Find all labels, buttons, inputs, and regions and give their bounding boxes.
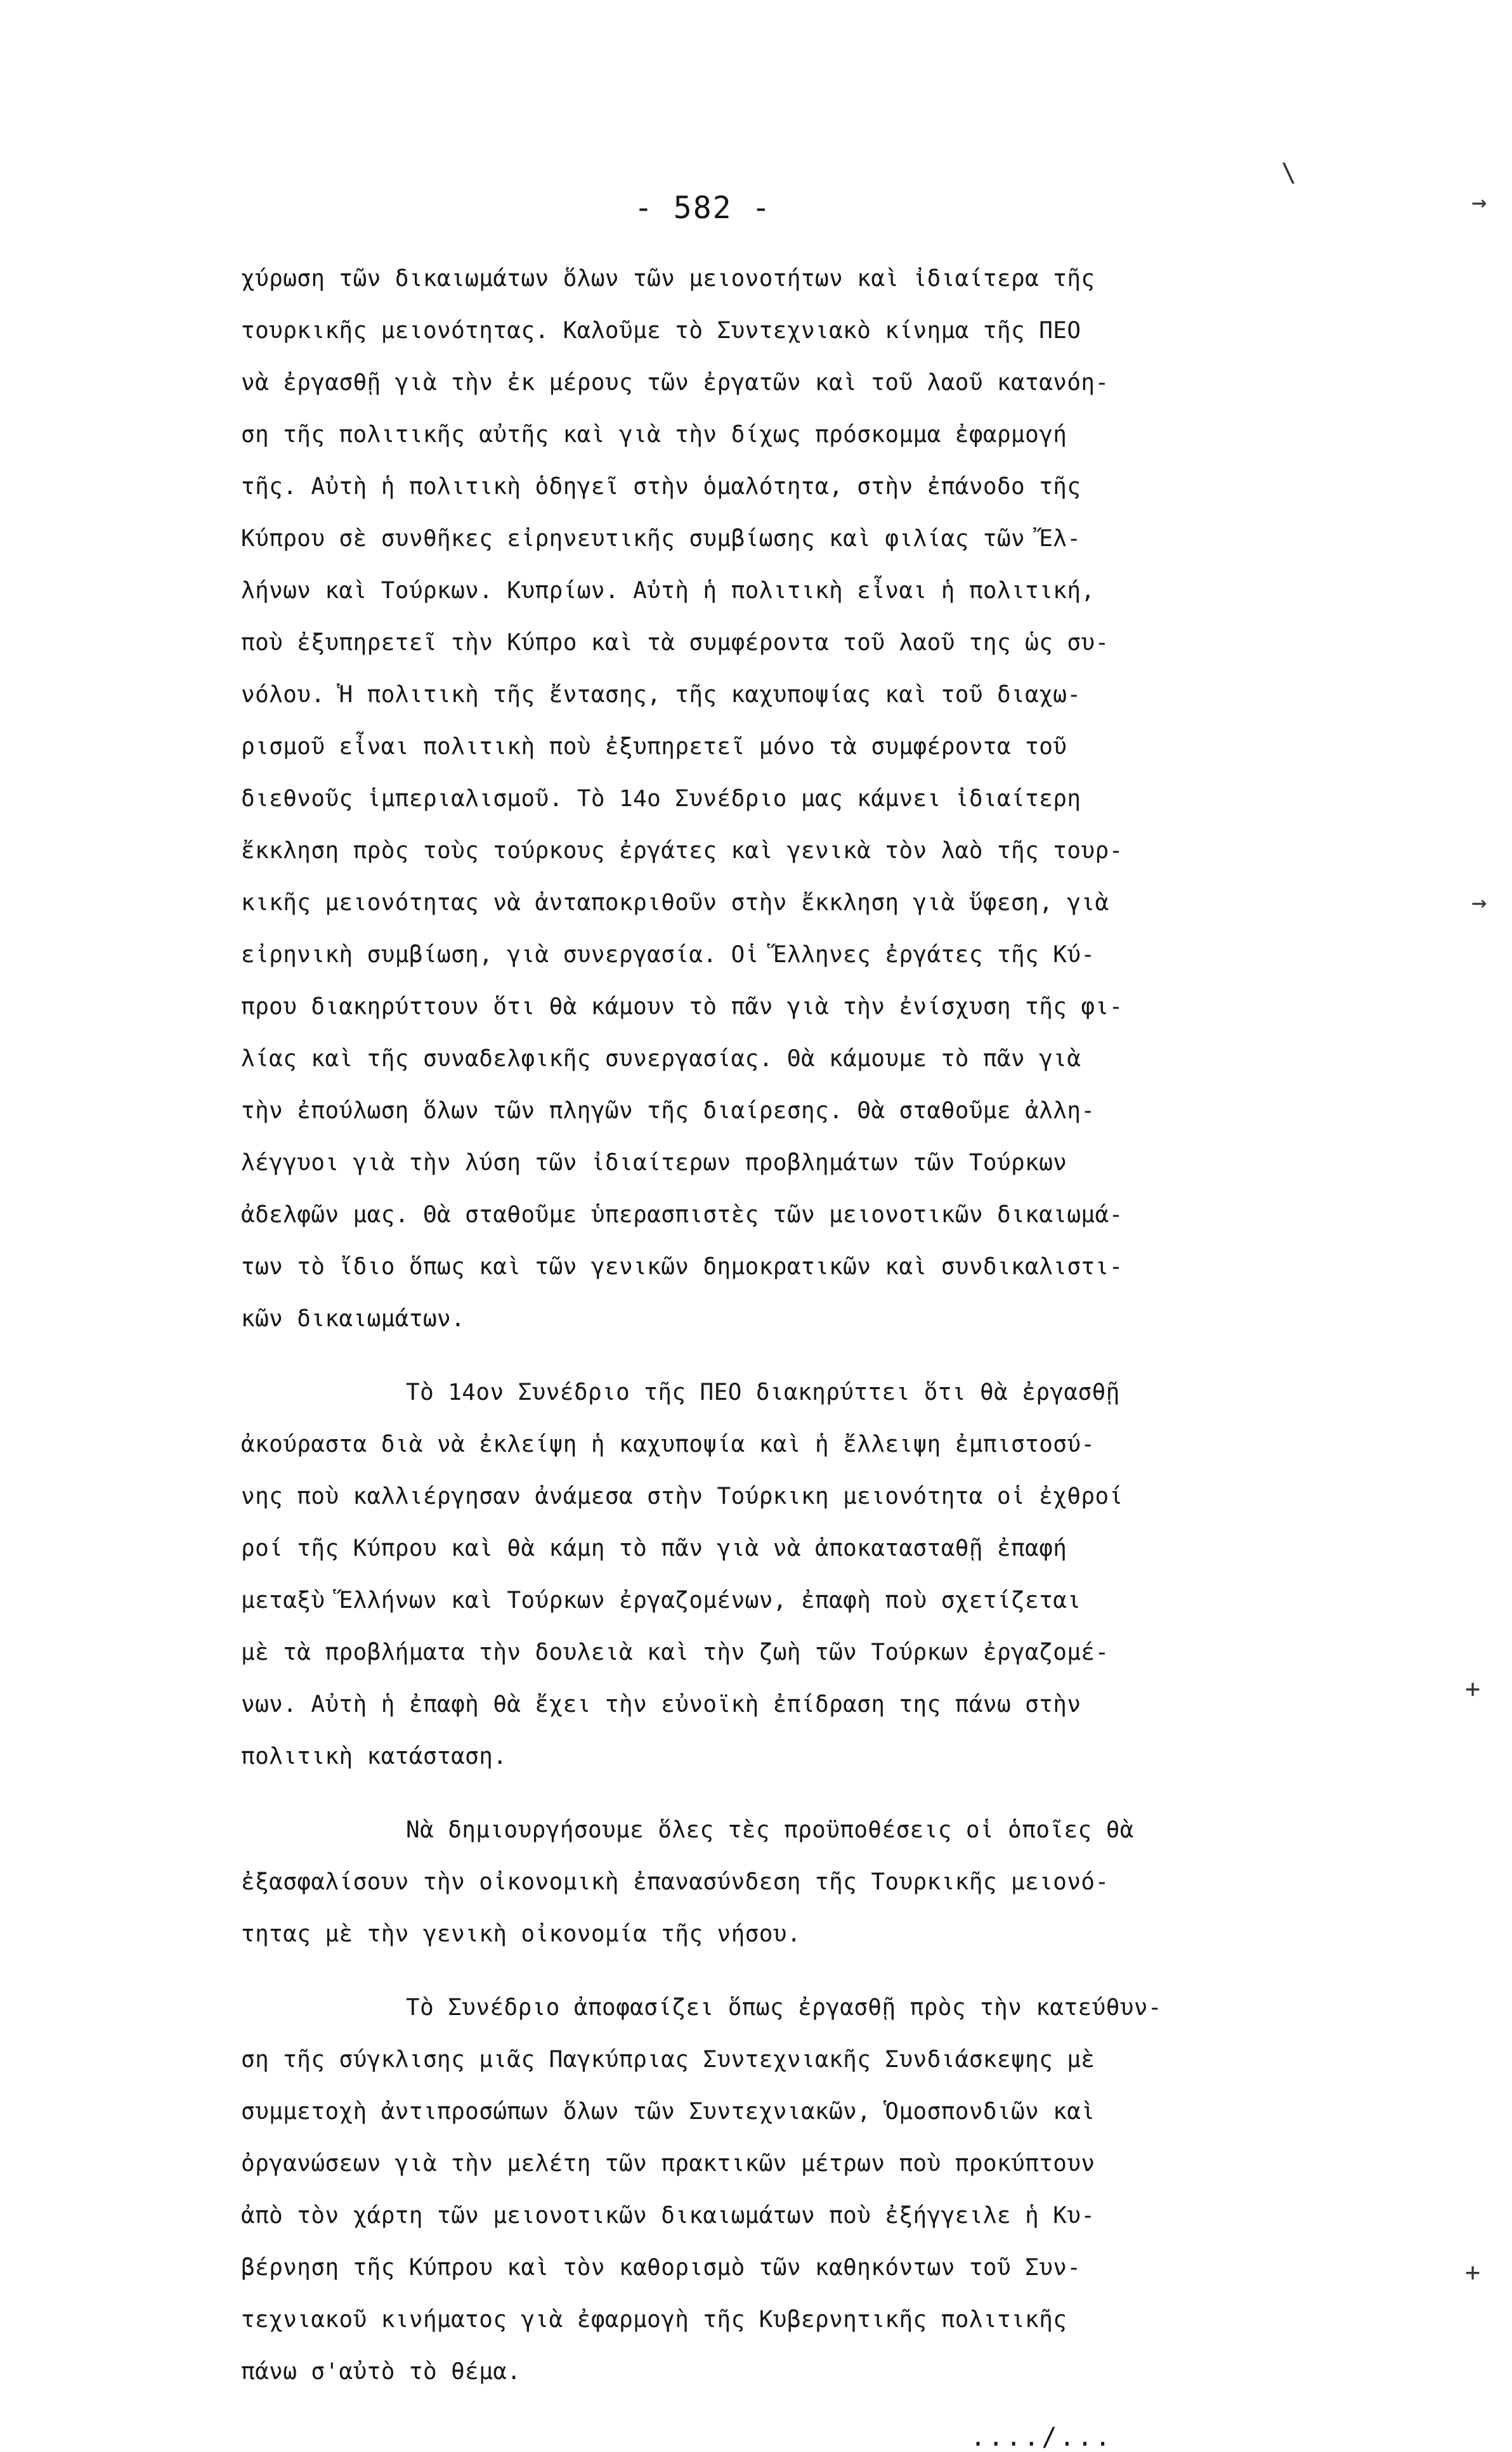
text-line: ποὺ ἐξυπηρετεῖ τὴν Κύπρο καὶ τὰ συμφέροντα τοῦ λαοῦ της ὡς συ- <box>241 630 1109 656</box>
text-line: τὴν ἐπούλωση ὅλων τῶν πληγῶν τῆς διαίρεσης. Θὰ σταθοῦμε ἀλλη- <box>241 1098 1095 1124</box>
text-line: τεχνιακοῦ κινήματος γιὰ ἐφαρμογὴ τῆς Κυβερνητικῆς πολιτικῆς <box>241 2307 1067 2333</box>
text-line: βέρνηση τῆς Κύπρου καὶ τὸν καθορισμὸ τῶν καθηκόντων τοῦ Συν- <box>241 2255 1081 2281</box>
continuation-marker: ..../... <box>970 2423 1113 2452</box>
text-line: εἰρηνικὴ συμβίωση, γιὰ συνεργασία. Οἱ Ἕλληνες ἐργάτες τῆς Κύ- <box>241 942 1095 968</box>
text-line: ση τῆς πολιτικῆς αὐτῆς καὶ γιὰ τὴν δίχως πρόσκομμα ἐφαρμογή <box>241 422 1067 448</box>
text-line: ση τῆς σύγκλισης μιᾶς Παγκύπριας Συντεχνιακῆς Συνδιάσκεψης μὲ <box>241 2047 1095 2073</box>
text-line: διεθνοῦς ἱμπεριαλισμοῦ. Τὸ 14ο Συνέδριο μας κάμνει ἰδιαίτερη <box>241 786 1081 812</box>
text-line: πολιτικὴ κατάσταση. <box>241 1744 507 1770</box>
corner-mark: \ <box>1281 159 1297 188</box>
page-number: - 582 - <box>634 190 772 226</box>
text-line: λήνων καὶ Τούρκων. Κυπρίων. Αὐτὴ ἡ πολιτικὴ εἶναι ἡ πολιτική, <box>241 578 1095 604</box>
text-line: των τὸ ἴδιο ὅπως καὶ τῶν γενικῶν δημοκρατικῶν καὶ συνδικαλιστι- <box>241 1254 1123 1280</box>
text-line: νης ποὺ καλλιέργησαν ἀνάμεσα στὴν Τούρκικη μειονότητα οἱ ἐχθροί <box>241 1484 1123 1510</box>
text-line: πρου διακηρύττουν ὅτι θὰ κάμουν τὸ πᾶν γιὰ τὴν ἐνίσχυση τῆς φι- <box>241 994 1123 1020</box>
margin-plus-mark: + <box>1465 2258 1481 2287</box>
text-line: τητας μὲ τὴν γενικὴ οἰκονομία τῆς νήσου. <box>241 1921 801 1947</box>
margin-arrow-mark: → <box>1471 888 1487 917</box>
text-line: ἔκκληση πρὸς τοὺς τούρκους ἐργάτες καὶ γενικὰ τὸν λαὸ τῆς τουρ- <box>241 838 1123 864</box>
text-line: μὲ τὰ προβλήματα τὴν δουλειὰ καὶ τὴν ζωὴ τῶν Τούρκων ἐργαζομέ- <box>241 1640 1109 1666</box>
text-line: νων. Αὐτὴ ἡ ἐπαφὴ θὰ ἔχει τὴν εὐνοϊκὴ ἐπίδραση της πάνω στὴν <box>241 1692 1081 1718</box>
text-line: ἀκούραστα διὰ νὰ ἐκλείψη ἡ καχυποψία καὶ ἡ ἔλλειψη ἐμπιστοσύ- <box>241 1431 1095 1458</box>
text-line: νὰ ἐργασθῇ γιὰ τὴν ἐκ μέρους τῶν ἐργατῶν καὶ τοῦ λαοῦ κατανόη- <box>241 370 1109 396</box>
text-line: Κύπρου σὲ συνθῆκες εἰρηνευτικῆς συμβίωσης καὶ φιλίας τῶν Ἔλ- <box>241 526 1081 552</box>
text-line: χύρωση τῶν δικαιωμάτων ὅλων τῶν μειονοτήτων καὶ ἰδιαίτερα τῆς <box>241 266 1095 292</box>
text-line: κῶν δικαιωμάτων. <box>241 1306 466 1332</box>
text-line: λέγγυοι γιὰ τὴν λύση τῶν ἰδιαίτερων προβλημάτων τῶν Τούρκων <box>241 1150 1067 1176</box>
text-line: νόλου. Ἡ πολιτικὴ τῆς ἔντασης, τῆς καχυποψίας καὶ τοῦ διαχω- <box>241 682 1081 708</box>
text-line: ἐξασφαλίσουν τὴν οἰκονομικὴ ἐπανασύνδεση τῆς Τουρκικῆς μειονό- <box>241 1869 1109 1895</box>
text-line: ἀπὸ τὸν χάρτη τῶν μειονοτικῶν δικαιωμάτων ποὺ ἐξήγγειλε ἡ Κυ- <box>241 2203 1095 2229</box>
text-line: Τὸ Συνέδριο ἀποφασίζει ὅπως ἐργασθῇ πρὸς τὴν κατεύθυν- <box>406 1995 1162 2021</box>
text-line: ὀργανώσεων γιὰ τὴν μελέτη τῶν πρακτικῶν μέτρων ποὺ προκύπτουν <box>241 2151 1095 2177</box>
text-line: λίας καὶ τῆς συναδελφικῆς συνεργασίας. Θὰ κάμουμε τὸ πᾶν γιὰ <box>241 1046 1081 1072</box>
text-line: κικῆς μειονότητας νὰ ἀνταποκριθοῦν στὴν ἔκκληση γιὰ ὕφεση, γιὰ <box>241 890 1109 916</box>
text-line: συμμετοχὴ ἀντιπροσώπων ὅλων τῶν Συντεχνιακῶν, Ὁμοσπονδιῶν καὶ <box>241 2099 1095 2125</box>
text-line: ἀδελφῶν μας. Θὰ σταθοῦμε ὑπερασπιστὲς τῶν μειονοτικῶν δικαιωμά- <box>241 1202 1123 1228</box>
text-line: ρισμοῦ εἶναι πολιτικὴ ποὺ ἐξυπηρετεῖ μόνο τὰ συμφέροντα τοῦ <box>241 734 1067 760</box>
text-line: Νὰ δημιουργήσουμε ὅλες τὲς προϋποθέσεις οἱ ὁποῖες θὰ <box>406 1817 1134 1843</box>
margin-plus-mark: + <box>1465 1674 1481 1704</box>
text-line: μεταξὺ Ἕλλήνων καὶ Τούρκων ἐργαζομένων, ἐπαφὴ ποὺ σχετίζεται <box>241 1588 1081 1614</box>
text-line: Τὸ 14ον Συνέδριο τῆς ΠΕΟ διακηρύττει ὅτι θὰ ἐργασθῇ <box>406 1379 1120 1405</box>
text-line: τῆς. Αὐτὴ ἡ πολιτικὴ ὁδηγεῖ στὴν ὁμαλότητα, στὴν ἐπάνοδο τῆς <box>241 474 1081 500</box>
text-line: ροί τῆς Κύπρου καὶ θὰ κάμη τὸ πᾶν γιὰ νὰ ἀποκατασταθῇ ἐπαφή <box>241 1536 1067 1562</box>
text-line: πάνω σ'αὐτὸ τὸ θέμα. <box>241 2359 521 2385</box>
text-line: τουρκικῆς μειονότητας. Καλοῦμε τὸ Συντεχνιακὸ κίνημα τῆς ΠΕΟ <box>241 318 1081 344</box>
margin-arrow-mark: → <box>1471 188 1487 217</box>
